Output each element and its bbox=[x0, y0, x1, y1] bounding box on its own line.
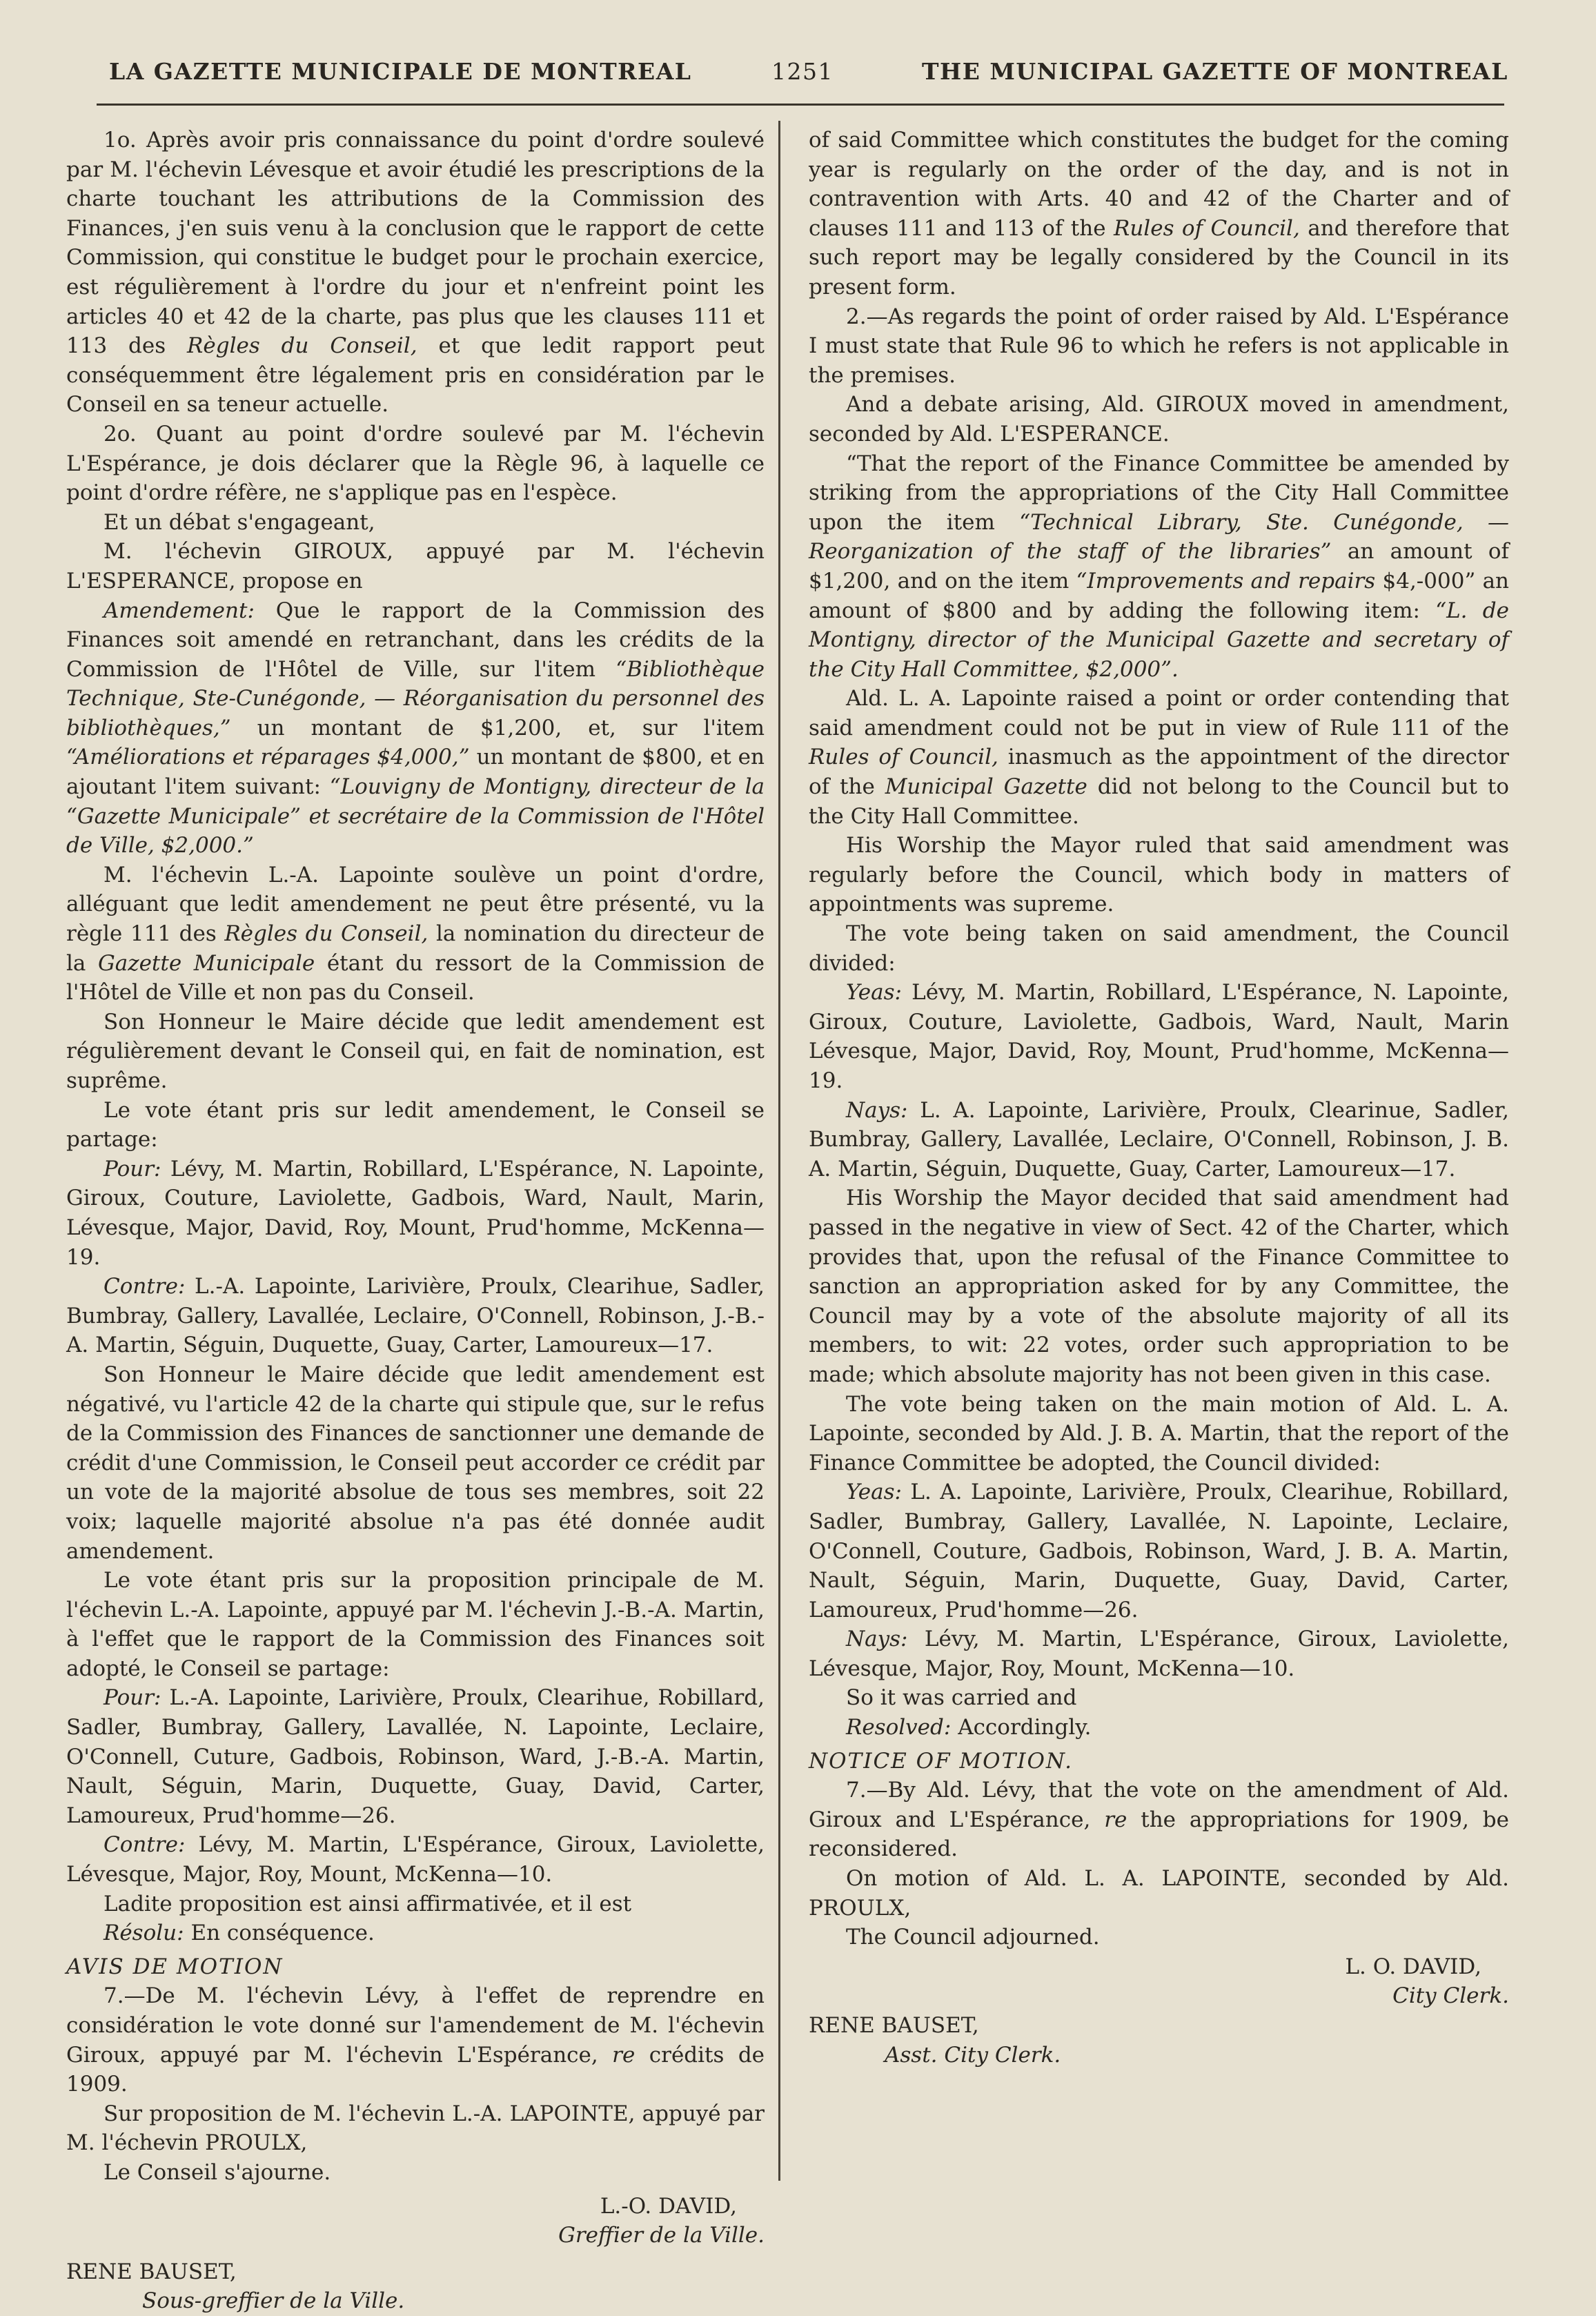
paragraph: Ald. L. A. Lapointe raised a point or order contending that said amendment could not be put in view of Rule 111 of the Rules of Council, inasmuch as the appointment of the director of the Municipal Gazette did not belong to the Council but to the City Hall Committee. bbox=[809, 686, 1510, 829]
header-left-title: LA GAZETTE MUNICIPALE DE MONTREAL bbox=[109, 58, 692, 85]
paragraph: Et un débat s'engageant, bbox=[104, 509, 375, 535]
vote-list: Pour: Lévy, M. Martin, Robillard, L'Espérance, N. Lapointe, Giroux, Couture, Laviolette, Gadbois, Ward, Nault, Marin, Lévesque, Major, David, Roy, Mount, Prud'homme, McKenna—19. bbox=[66, 1156, 765, 1270]
paragraph: M. l'échevin GIROUX, appuyé par M. l'échevin L'ESPERANCE, propose en bbox=[66, 539, 765, 593]
signature-title: City Clerk. bbox=[1392, 1983, 1509, 2009]
paragraph: 1o. Après avoir pris connaissance du point d'ordre soulevé par M. l'échevin Lévesque et avoir étudié les prescriptions de la charte touchant les attributions de la Commission des Finances, j'en suis venu à la conclusion que le rapport de cette Commission, qui constitue le budget pour le prochain exercice, est régulièrement à l'ordre du jour et n'enfreint point les articles 40 et 42 de la charte, pas plus que les clauses 111 et 113 des Règles du Conseil, et que ledit rapport peut conséquemment être légalement pris en considération par le Conseil en sa teneur actuelle. bbox=[66, 128, 765, 418]
signature-name-2: RENE BAUSET, bbox=[809, 2013, 979, 2038]
signature-title-2: Asst. City Clerk. bbox=[885, 2042, 1061, 2068]
paragraph: Ladite proposition est ainsi affirmativée, et il est bbox=[104, 1891, 632, 1916]
column-divider bbox=[778, 121, 780, 2181]
paragraph: Amendement: Que le rapport de la Commission des Finances soit amendé en retranchant, dans les crédits de la Commission de l'Hôtel de Ville, sur l'item “Bibliothèque Technique, Ste-Cunégonde, — Réorganisation du personnel des bibliothèques,” un montant de $1,200, et, sur l'item “Améliorations et réparages $4,000,” un montant de $800, et en ajoutant l'item suivant: “Louvigny de Montigny, directeur de la “Gazette Municipale” et secrétaire de la Commission de l'Hôtel de Ville, $2,000.” bbox=[66, 598, 765, 858]
signature-name-2: RENE BAUSET, bbox=[66, 2259, 237, 2284]
paragraph: Sur proposition de M. l'échevin L.-A. LAPOINTE, appuyé par M. l'échevin PROULX, bbox=[66, 2101, 765, 2156]
header-right-title: THE MUNICIPAL GAZETTE OF MONTREAL bbox=[922, 58, 1508, 85]
english-column bbox=[809, 126, 1509, 2070]
paragraph: His Worship the Mayor decided that said amendment had passed in the negative in view of Sect. 42 of the Charter, which provides that, upon the refusal of the Finance Committee to sanction an appropriation asked for by any Committee, the Council may by a vote of the absolute majority of all its members, to wit: 22 votes, order such appropriation to be made; which absolute majority has not been given in this case. bbox=[809, 1186, 1509, 1387]
paragraph: The Council adjourned. bbox=[846, 1925, 1100, 1950]
paragraph: So it was carried and bbox=[846, 1685, 1077, 1711]
signature-title: Greffier de la Ville. bbox=[558, 2223, 765, 2248]
vote-list: Yeas: L. A. Lapointe, Larivière, Proulx, Clearihue, Robillard, Sadler, Bumbray, Gallery, Lavallée, N. Lapointe, Leclaire, O'Connell, Couture, Gadbois, Robinson, Ward, J. B. A. Martin, Nault, Séguin, Marin, Duquette, Guay, David, Carter, Lamoureux, Prud'homme—26. bbox=[809, 1480, 1509, 1622]
resolution: Resolved: Accordingly. bbox=[846, 1715, 1092, 1740]
vote-list: Contre: Lévy, M. Martin, L'Espérance, Giroux, Laviolette, Lévesque, Major, Roy, Mount, McKenna—10. bbox=[66, 1832, 765, 1887]
page-number: 1251 bbox=[771, 58, 834, 85]
notice-heading: AVIS DE MOTION bbox=[66, 1954, 284, 1979]
signature-name: L. O. DAVID, bbox=[1345, 1954, 1481, 1979]
paragraph: The vote being taken on the main motion of Ald. L. A. Lapointe, seconded by Ald. J. B. A. Martin, that the report of the Finance Committee be adopted, the Council divided: bbox=[809, 1391, 1509, 1475]
paragraph: 2o. Quant au point d'ordre soulevé par M. l'échevin L'Espérance, je dois déclarer que la Règle 96, à laquelle ce point d'ordre réfère, ne s'applique pas en l'espèce. bbox=[66, 421, 765, 506]
paragraph: Le vote étant pris sur la proposition principale de M. l'échevin L.-A. Lapointe, appuyé par M. l'échevin J.-B.-A. Martin, à l'effet que le rapport de la Commission des Finances soit adopté, le Conseil se partage: bbox=[66, 1568, 765, 1681]
paragraph: “That the report of the Finance Committee be amended by striking from the appropriations of the City Hall Committee upon the item “Technical Library, Ste. Cunégonde, —Reorganization of the staff of the libraries” an amount of $1,200, and on the item “Improvements and repairs $4,-000” an amount of $800 and by adding the following item: “L. de Montigny, director of the Municipal Gazette and secretary of the City Hall Committee, $2,000”. bbox=[809, 451, 1510, 682]
paragraph: And a debate arising, Ald. GIROUX moved in amendment, seconded by Ald. L'ESPERANCE. bbox=[809, 392, 1509, 446]
notice-heading: NOTICE OF MOTION. bbox=[809, 1748, 1073, 1774]
resolution: Résolu: En conséquence. bbox=[104, 1921, 375, 1946]
vote-list: Pour: L.-A. Lapointe, Larivière, Proulx, Clearihue, Robillard, Sadler, Bumbray, Gallery, Lavallée, N. Lapointe, Leclaire, O'Connell, Cuture, Gadbois, Robinson, Ward, J.-B.-A. Martin, Nault, Séguin, Marin, Duquette, Guay, David, Carter, Lamoureux, Prud'homme—26. bbox=[66, 1685, 765, 1828]
french-column bbox=[66, 126, 765, 2316]
paragraph: His Worship the Mayor ruled that said amendment was regularly before the Council, which body in matters of appointments was supreme. bbox=[809, 833, 1509, 917]
header-rule bbox=[97, 104, 1504, 106]
vote-list: Yeas: Lévy, M. Martin, Robillard, L'Espérance, N. Lapointe, Giroux, Couture, Laviolette, Gadbois, Ward, Nault, Marin Lévesque, Major, David, Roy, Mount, Prud'homme, McKenna—19. bbox=[809, 980, 1509, 1093]
vote-list: Nays: Lévy, M. Martin, L'Espérance, Giroux, Laviolette, Lévesque, Major, Roy, Mount, McKenna—10. bbox=[809, 1627, 1509, 1681]
paragraph: The vote being taken on said amendment, the Council divided: bbox=[809, 921, 1509, 976]
paragraph: On motion of Ald. L. A. LAPOINTE, seconded by Ald. PROULX, bbox=[809, 1866, 1509, 1921]
paragraph: Son Honneur le Maire décide que ledit amendement est régulièrement devant le Conseil qui, en fait de nomination, est suprême. bbox=[66, 1009, 765, 1093]
paragraph: Son Honneur le Maire décide que ledit amendement est négativé, vu l'article 42 de la charte qui stipule que, sur le refus de la Commission des Finances de sanctionner une demande de crédit d'une Commission, le Conseil peut accorder ce crédit par un vote de la majorité absolue de tous ses membres, soit 22 voix; laquelle majorité absolue n'a pas été donnée audit amendement. bbox=[66, 1362, 765, 1564]
paragraph: of said Committee which constitutes the budget for the coming year is regularly on the order of the day, and is not in contravention with Arts. 40 and 42 of the Charter and of clauses 111 and 113 of the Rules of Council, and therefore that such report may be legally considered by the Council in its present form. bbox=[809, 128, 1510, 300]
paragraph: M. l'échevin L.-A. Lapointe soulève un point d'ordre, alléguant que ledit amendement ne peut être présenté, vu la règle 111 des Règles du Conseil, la nomination du directeur de la Gazette Municipale étant du ressort de la Commission de l'Hôtel de Ville et non pas du Conseil. bbox=[66, 862, 765, 1005]
signature-name: L.-O. DAVID, bbox=[600, 2193, 737, 2219]
vote-list: Contre: L.-A. Lapointe, Larivière, Proulx, Clearihue, Sadler, Bumbray, Gallery, Lavallée, Leclaire, O'Connell, Robinson, J.-B.-A. Martin, Séguin, Duquette, Guay, Carter, Lamoureux—17. bbox=[66, 1274, 765, 1358]
paragraph: 7.—De M. l'échevin Lévy, à l'effet de reprendre en considération le vote donné sur l'amendement de M. l'échevin Giroux, appuyé par M. l'échevin L'Espérance, re crédits de 1909. bbox=[66, 1983, 765, 2097]
paragraph: Le vote étant pris sur ledit amendement, le Conseil se partage: bbox=[66, 1097, 765, 1152]
vote-list: Nays: L. A. Lapointe, Larivière, Proulx, Clearinue, Sadler, Bumbray, Gallery, Lavallée, Leclaire, O'Connell, Robinson, J. B. A. Martin, Séguin, Duquette, Guay, Carter, Lamoureux—17. bbox=[809, 1097, 1510, 1181]
paragraph: 2.—As regards the point of order raised by Ald. L'Espérance I must state that Rule 96 to which he refers is not applicable in the premises. bbox=[809, 304, 1509, 388]
paragraph: 7.—By Ald. Lévy, that the vote on the amendment of Ald. Giroux and L'Espérance, re the appropriations for 1909, be reconsidered. bbox=[809, 1778, 1509, 1862]
signature-title-2: Sous-greffier de la Ville. bbox=[142, 2288, 405, 2314]
paragraph: Le Conseil s'ajourne. bbox=[104, 2159, 331, 2185]
